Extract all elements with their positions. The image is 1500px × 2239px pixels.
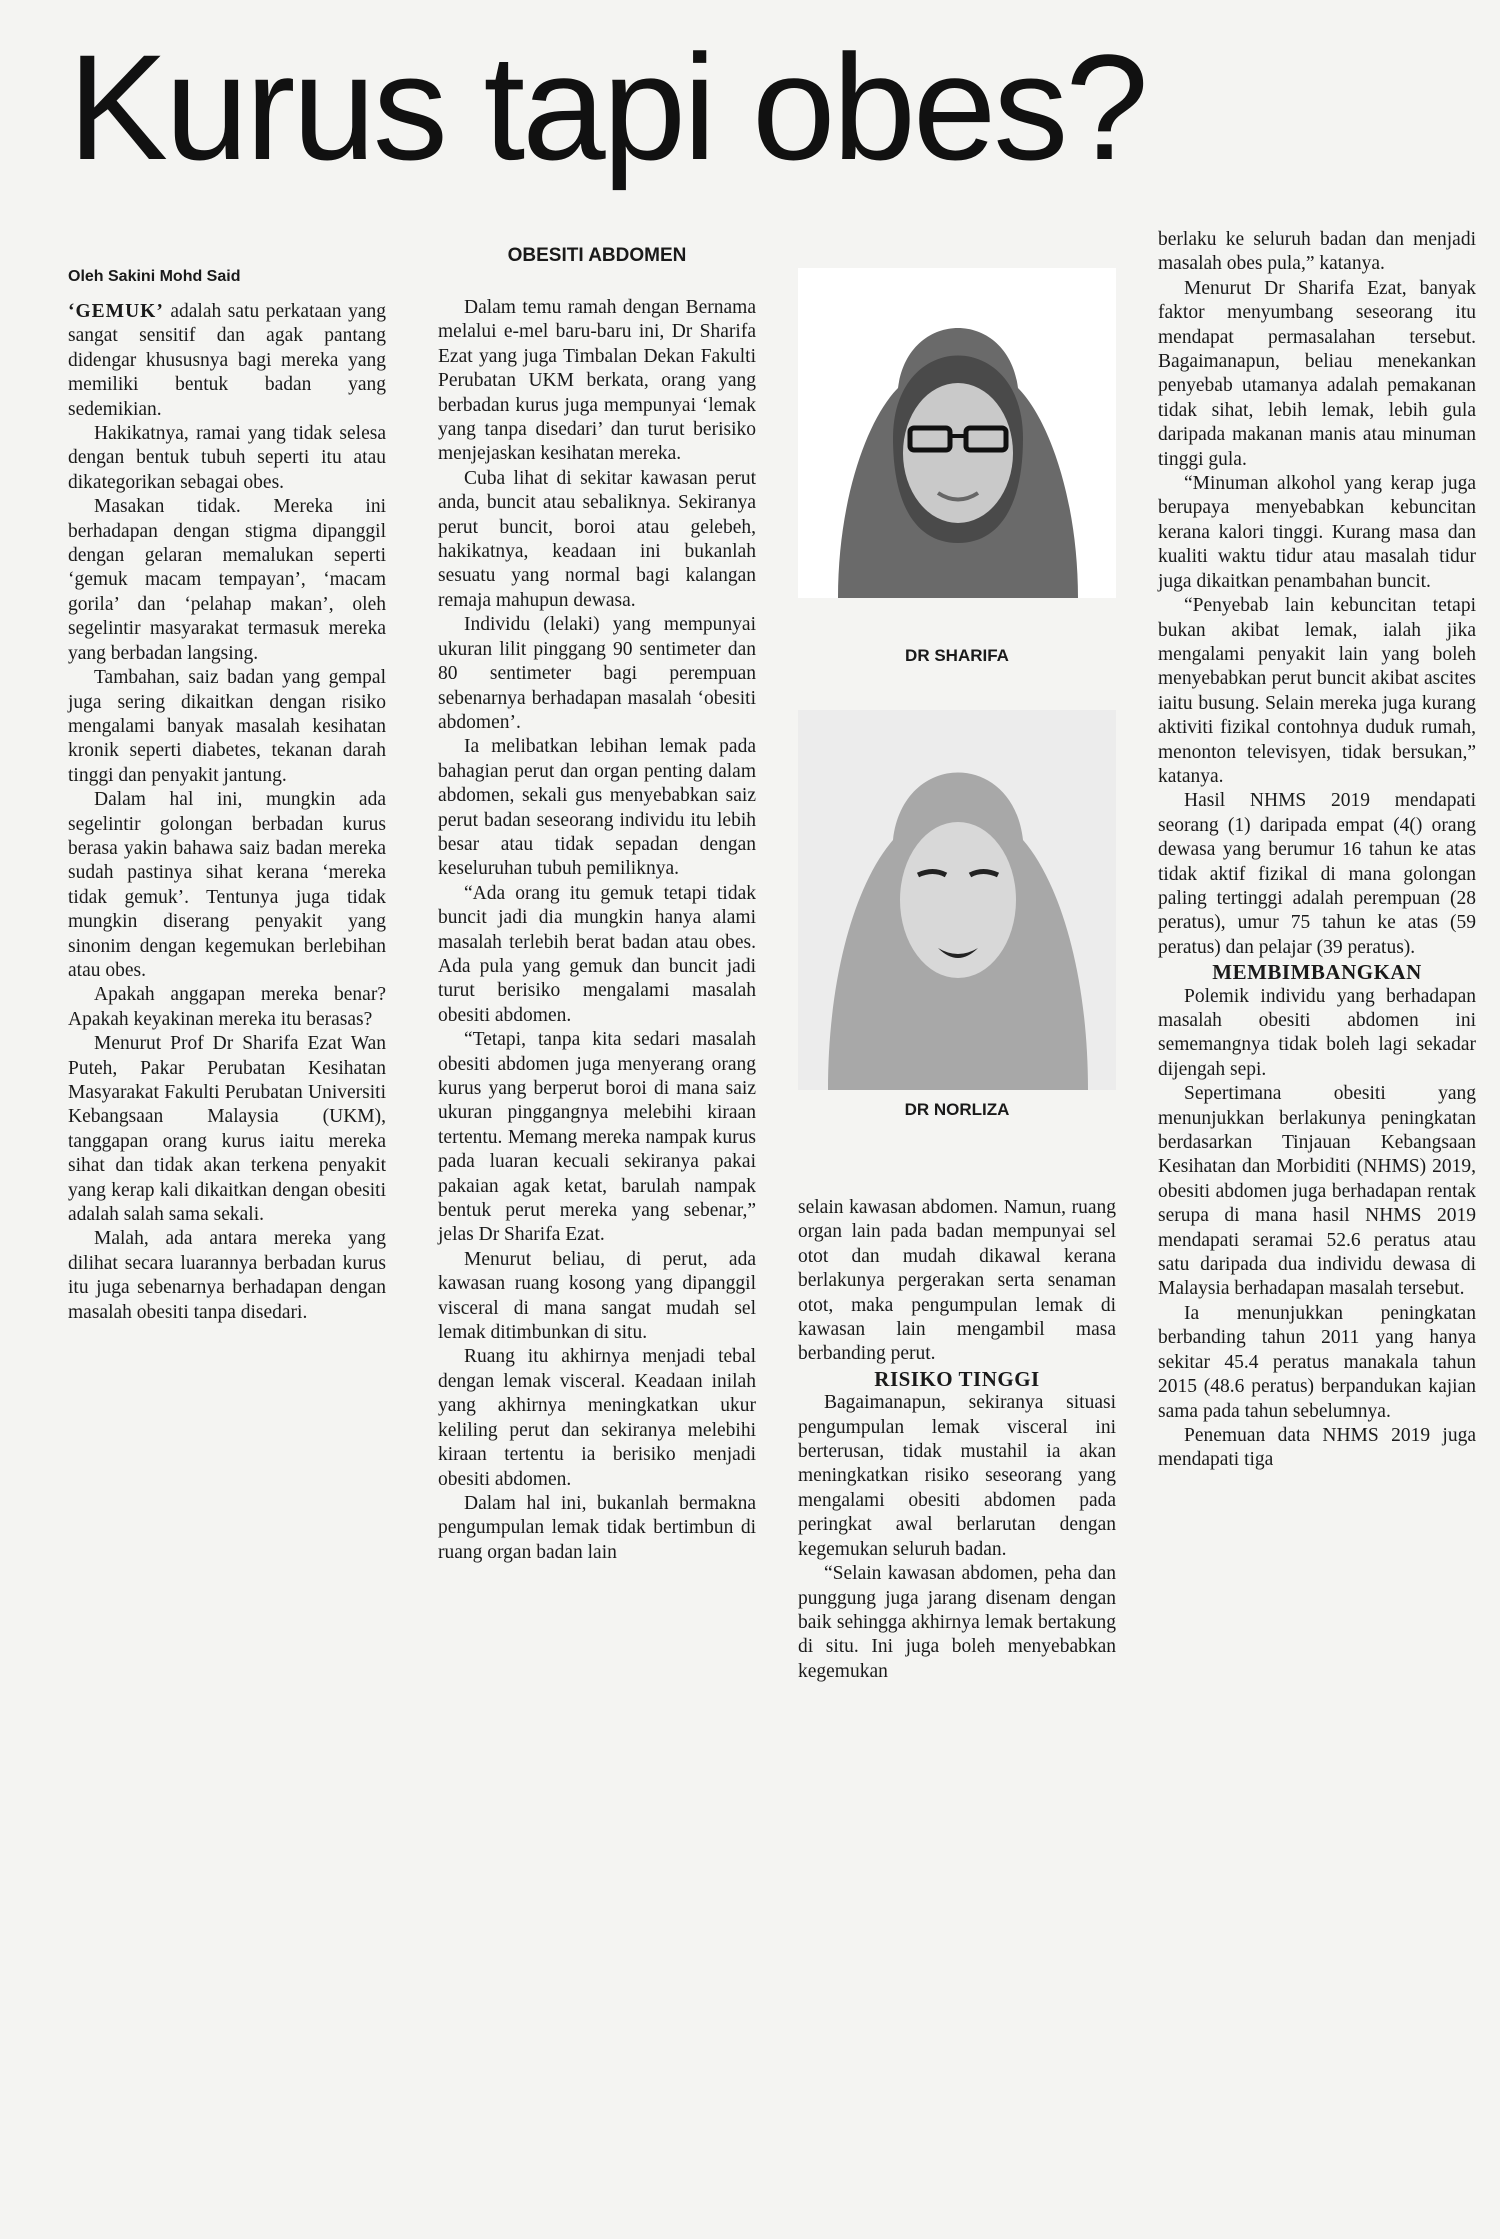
paragraph: Dalam temu ramah dengan Bernama melalui e-mel baru-baru ini, Dr Sharifa Ezat yang juga Timbalan Dekan Fakulti Perubatan UKM berkata, orang yang berbadan kurus juga mempunyai ‘lemak yang tanpa disedari’ dan turut berisiko menjejaskan kesihatan mereka. bbox=[438, 297, 756, 465]
paragraph: Apakah anggapan mereka benar? Apakah keyakinan mereka itu berasas? bbox=[68, 984, 386, 1030]
subhead-risiko-tinggi: RISIKO TINGGI bbox=[874, 1366, 1040, 1391]
portrait-image bbox=[798, 268, 1116, 598]
paragraph: Dalam hal ini, mungkin ada segelintir golongan berbadan kurus berasa yakin bahawa saiz badan mereka sudah pastinya sihat kerana ‘mereka tidak gemuk’. Tentunya juga tidak mungkin diserang penyakit yang sinonim dengan kegemukan berlebihan atau obes. bbox=[68, 789, 386, 981]
paragraph: Malah, ada antara mereka yang dilihat secara luarannya berbadan kurus itu juga sebenarnya berhadapan dengan masalah obesiti tanpa disedari. bbox=[68, 1228, 386, 1323]
paragraph: Polemik individu yang berhadapan masalah obesiti abdomen ini sememangnya tidak boleh lagi sekadar dijengah sepi. bbox=[1158, 985, 1476, 1080]
article-column-4 bbox=[1158, 228, 1476, 1473]
paragraph: Ruang itu akhirnya menjadi tebal dengan lemak visceral. Keadaan inilah yang akhirnya meningkatkan ukur keliling perut dan sekiranya melebihi kiraan tertentu ia berisiko menjadi obesiti abdomen. bbox=[438, 1346, 756, 1490]
paragraph: Bagaimanapun, sekiranya situasi pengumpulan lemak visceral ini berterusan, tidak mustahil ia akan meningkatkan risiko seseorang yang mengalami obesiti abdomen pada peringkat awal berlarutan dengan kegemukan seluruh badan. bbox=[798, 1392, 1116, 1560]
paragraph: selain kawasan abdomen. Namun, ruang organ lain pada badan mempunyai sel otot dan mudah dikawal kerana berlakunya pergerakan serta senaman otot, maka pengumpulan lemak di kawasan lain mengambil masa berbanding perut. bbox=[798, 1197, 1116, 1365]
subhead-membimbangkan: MEMBIMBANGKAN bbox=[1212, 960, 1422, 985]
paragraph: Cuba lihat di sekitar kawasan perut anda, buncit atau sebaliknya. Sekiranya perut buncit, boroi atau gelebeh, hakikatnya, keadaan ini bukanlah sesuatu yang normal bagi kalangan remaja mahupun dewasa. bbox=[438, 467, 756, 611]
article-column-1 bbox=[68, 270, 386, 1325]
paragraph: “Selain kawasan abdomen, peha dan punggung juga jarang disenam dengan baik sehingga akhirnya lemak bertakung di situ. Ini juga boleh menyebabkan kegemukan bbox=[798, 1563, 1116, 1682]
paragraph: Ia menunjukkan peningkatan berbanding tahun 2011 yang hanya sekitar 45.4 peratus manakala tahun 2015 (48.6 peratus) berpandukan kajian sama pada tahun sebelumnya. bbox=[1158, 1302, 1476, 1422]
paragraph: Menurut Dr Sharifa Ezat, banyak faktor menyumbang seseorang itu mendapat permasalahan tersebut. Bagaimanapun, beliau menekankan penyebab utamanya adalah pemakanan tidak sihat, lebih lemak, lebih gula daripada makanan manis atau minuman tinggi gula. bbox=[1158, 277, 1476, 470]
paragraph: Individu (lelaki) yang mempunyai ukuran lilit pinggang 90 sentimeter dan 80 sentimeter bagi perempuan sebenarnya berhadapan masalah ‘obesiti abdomen’. bbox=[438, 614, 756, 733]
byline: Oleh Sakini Mohd Said bbox=[68, 268, 241, 285]
article-column-3 bbox=[798, 1196, 1116, 1684]
paragraph: “Minuman alkohol yang kerap juga berupaya menyebabkan kebuncitan kerana kalori tinggi. Kurang masa dan kualiti waktu tidur atau masalah tidur juga dikaitkan penambahan buncit. bbox=[1158, 473, 1476, 592]
photo-caption: DR SHARIFA bbox=[905, 646, 1009, 665]
paragraph: Ia melibatkan lebihan lemak pada bahagian perut dan organ penting dalam abdomen, sekali gus menyebabkan saiz perut badan seseorang individu itu lebih besar atau tidak sepadan dengan keseluruhan tubuh pemiliknya. bbox=[438, 736, 756, 880]
paragraph: “Tetapi, tanpa kita sedari masalah obesiti abdomen juga menyerang orang kurus yang berperut boroi di mana saiz ukuran pinggangnya melebihi kiraan tertentu. Memang mereka nampak kurus pada luaran kecuali sekiranya pakai pakaian agak ketat, barulah nampak bentuk perut mereka yang sebenar,” jelas Dr Sharifa Ezat. bbox=[438, 1029, 756, 1246]
paragraph: berlaku ke seluruh badan dan menjadi masalah obes pula,” katanya. bbox=[1158, 229, 1476, 275]
paragraph: “Ada orang itu gemuk tetapi tidak buncit jadi dia mungkin hanya alami masalah terlebih berat badan atau obes. Ada pula yang gemuk dan buncit jadi turut berisiko mengalami masalah obesiti abdomen. bbox=[438, 882, 756, 1026]
paragraph: Masakan tidak. Mereka ini berhadapan dengan stigma dipanggil dengan gelaran memalukan seperti ‘gemuk macam tempayan’, ‘macam gorila’ dan ‘pelahap makan’, oleh segelintir masyarakat termasuk mereka yang berbadan langsing. bbox=[68, 496, 386, 664]
paragraph: Tambahan, saiz badan yang gempal juga sering dikaitkan dengan risiko mengalami banyak masalah kesihatan kronik seperti diabetes, tekanan darah tinggi dan penyakit jantung. bbox=[68, 667, 386, 786]
paragraph: Hakikatnya, ramai yang tidak selesa dengan bentuk tubuh seperti itu atau dikategorikan sebagai obes. bbox=[68, 423, 386, 493]
photo-dr-sharifa bbox=[798, 268, 1116, 598]
paragraph-text: adalah satu perkataan yang sangat sensitif dan agak pantang didengar khususnya bagi mereka yang memiliki bentuk badan yang sedemikian. bbox=[68, 301, 386, 420]
paragraph: Sepertimana obesiti yang menunjukkan berlakunya peningkatan berdasarkan Tinjauan Kebangsaan Kesihatan dan Morbiditi (NHMS) 2019, obesiti abdomen juga berhadapan rentak serupa di mana hasil NHMS 2019 mendapati seramai 52.6 peratus atau satu daripada dua individu dewasa di Malaysia berhadapan masalah tersebut. bbox=[1158, 1083, 1476, 1300]
article-column-2 bbox=[438, 296, 756, 1565]
paragraph: Menurut Prof Dr Sharifa Ezat Wan Puteh, Pakar Perubatan Kesihatan Masyarakat Fakulti Perubatan Universiti Kebangsaan Malaysia (UKM), tanggapan orang kurus iaitu mereka sihat dan tidak akan terkena penyakit yang kerap kali dikaitkan dengan obesiti adalah salah sama sekali. bbox=[68, 1033, 386, 1226]
paragraph bbox=[68, 300, 386, 422]
paragraph: Hasil NHMS 2019 mendapati seorang (1) daripada empat (4() orang dewasa yang berumur 16 tahun ke atas tidak aktif fizikal di mana golongan paling tertinggi adalah perempuan (28 peratus), umur 75 tahun ke atas (59 peratus) dan pelajar (39 peratus). bbox=[1158, 790, 1476, 958]
paragraph: Dalam hal ini, bukanlah bermakna pengumpulan lemak tidak bertimbun di ruang organ badan lain bbox=[438, 1492, 756, 1563]
portrait-image bbox=[798, 710, 1116, 1090]
lead-word: ‘GEMUK’ bbox=[68, 301, 164, 322]
paragraph: Menurut beliau, di perut, ada kawasan ruang kosong yang dipanggil visceral di mana sangat mudah sel lemak ditimbunkan di situ. bbox=[438, 1248, 756, 1344]
paragraph: Penemuan data NHMS 2019 juga mendapati tiga bbox=[1158, 1424, 1476, 1471]
headline: Kurus tapi obes? bbox=[68, 23, 1146, 191]
photo-dr-norliza bbox=[798, 710, 1116, 1090]
paragraph: “Penyebab lain kebuncitan tetapi bukan akibat lemak, ialah jika mengalami penyakit lain yang boleh menyebabkan perut buncit akibat ascites iaitu busung. Selain mereka juga kurang aktiviti fizikal contohnya duduk rumah, menonton televisyen, tidak bersukan,” katanya. bbox=[1158, 595, 1476, 787]
photo-caption: DR NORLIZA bbox=[904, 1100, 1010, 1119]
subhead-obesiti-abdomen: OBESITI ABDOMEN bbox=[507, 245, 687, 266]
